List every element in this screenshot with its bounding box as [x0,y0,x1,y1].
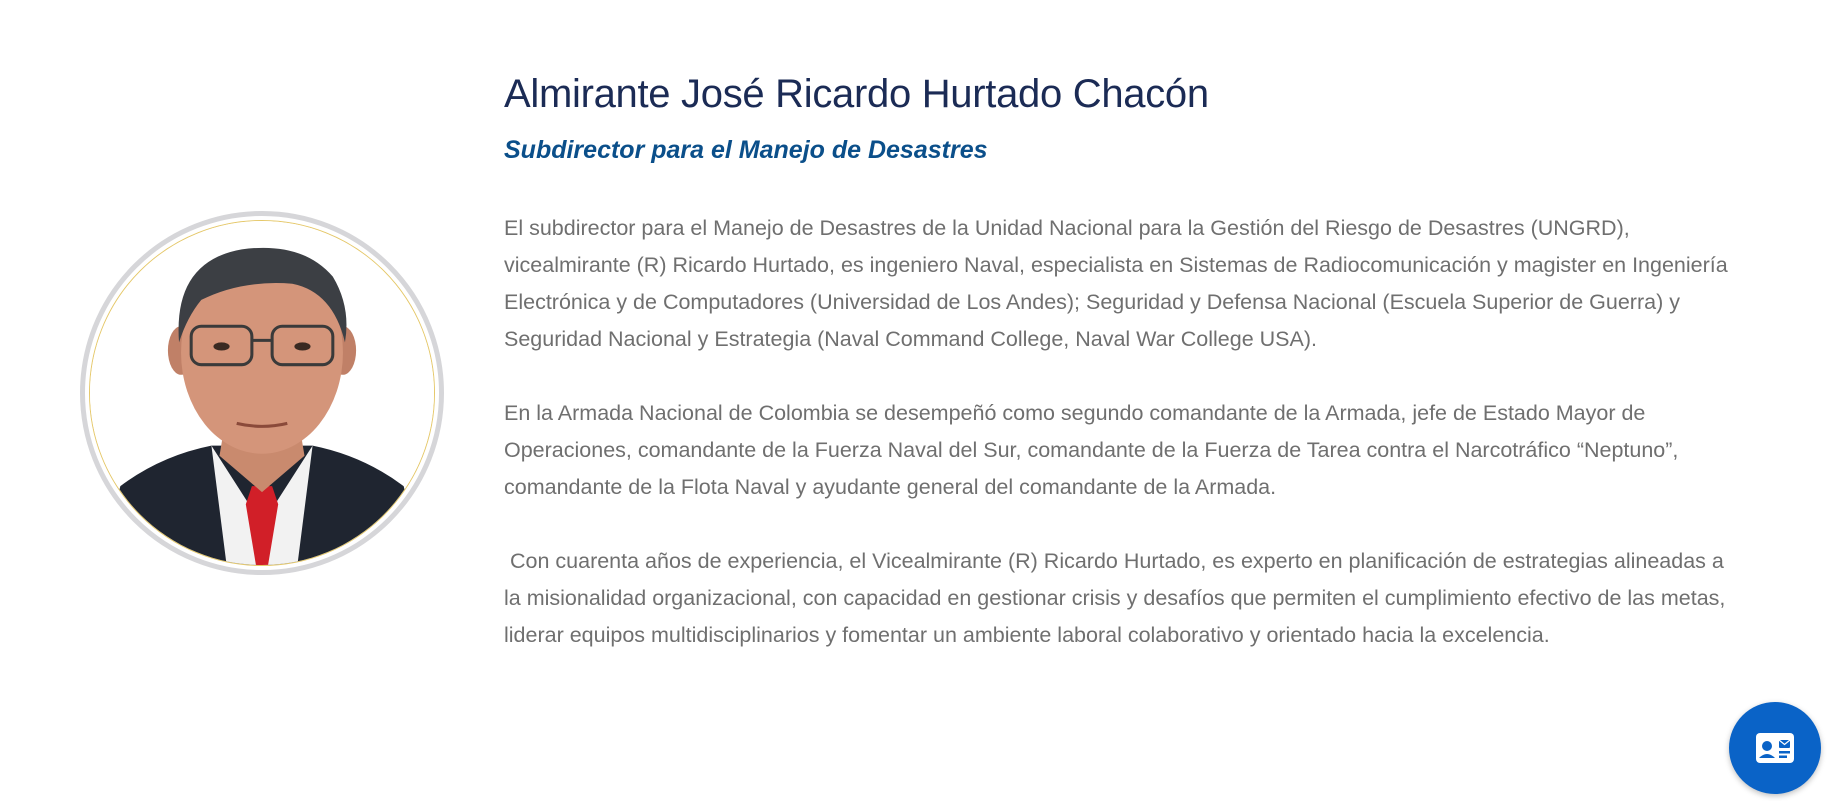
portrait-illustration [90,221,434,565]
profile-portrait [80,211,444,575]
contact-card-icon [1755,732,1795,764]
profile-bio [504,210,1734,654]
bio-paragraph-1: El subdirector para el Manejo de Desastres de la Unidad Nacional para la Gestión del Riesgo de Desastres (UNGRD), vicealmirante (R) Ricardo Hurtado, es ingeniero Naval, especialista en Sistemas de Radiocomunicación y magister en Ingeniería Electrónica y de Computadores (Universidad de Los Andes); Seguridad y Defensa Nacional (Escuela Superior de Guerra) y Seguridad Nacional y Estrategia (Naval Command College, Naval War College USA). [504,216,1734,351]
bio-paragraph-2: En la Armada Nacional de Colombia se desempeñó como segundo comandante de la Armada, jefe de Estado Mayor de Operaciones, comandante de la Fuerza Naval del Sur, comandante de la Fuerza de Tarea contra el Narcotráfico “Neptuno”, comandante de la Flota Naval y ayudante general del comandante de la Armada. [504,401,1685,499]
profile-role: Subdirector para el Manejo de Desastres [504,136,988,164]
portrait-frame [89,220,435,566]
contact-button[interactable] [1729,702,1821,794]
profile-name: Almirante José Ricardo Hurtado Chacón [504,72,1209,116]
profile-content [504,64,1734,691]
bio-paragraph-3: Con cuarenta años de experiencia, el Vicealmirante (R) Ricardo Hurtado, es experto en planificación de estrategias alineadas a la misionalidad organizacional, con capacidad en gestionar crisis y desafíos que permiten el cumplimiento efectivo de las metas, liderar equipos multidisciplinarios y fomentar un ambiente laboral colaborativo y orientado hacia la excelencia. [504,549,1732,647]
